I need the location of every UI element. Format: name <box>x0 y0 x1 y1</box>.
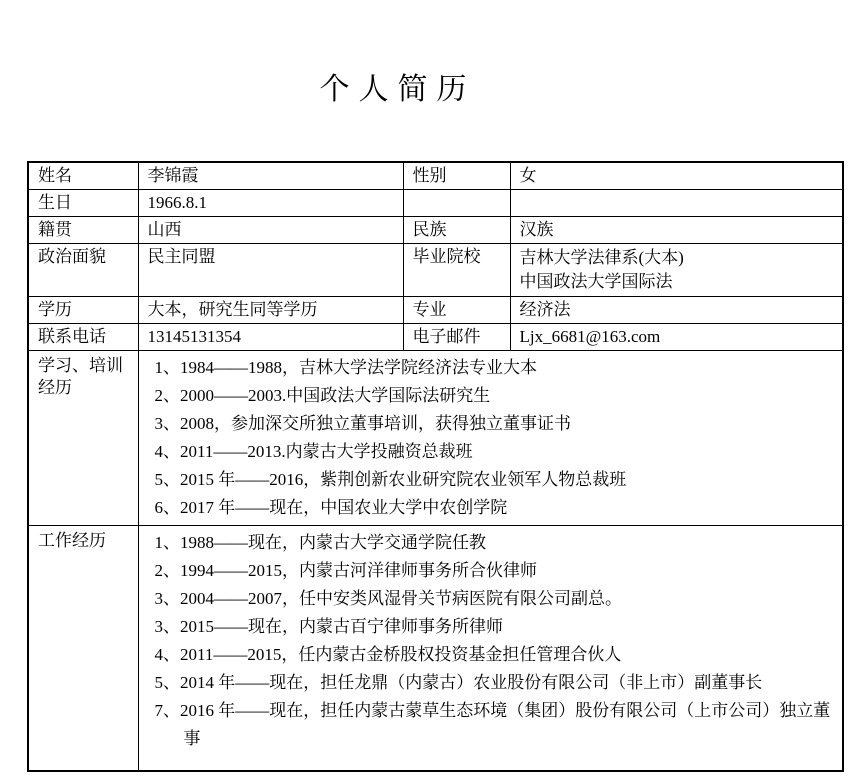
resume-table <box>27 161 844 772</box>
field-education-value: 大本，研究生同等学历 <box>138 297 403 324</box>
field-birthday-value: 1966.8.1 <box>138 190 403 217</box>
school-line: 吉林大学法律系(大本) <box>519 248 684 267</box>
school-line: 中国政法大学国际法 <box>519 272 673 291</box>
field-ethnicity-label: 民族 <box>403 217 510 244</box>
birthday-empty-cell-1 <box>403 190 510 217</box>
study-training-list <box>138 351 843 526</box>
field-phone-label: 联系电话 <box>28 324 138 351</box>
field-birthday-label: 生日 <box>28 190 138 217</box>
study-training-line: 3、2008，参加深交所独立董事培训，获得独立董事证书 <box>154 414 571 433</box>
field-birthplace-value: 山西 <box>138 217 403 244</box>
work-experience-line: 3、2004——2007，任中安类风湿骨关节病医院有限公司副总。 <box>154 589 622 608</box>
work-experience-line: 4、2011——2015，任内蒙古金桥股权投资基金担任管理合伙人 <box>154 645 622 664</box>
study-training-line: 1、1984——1988，吉林大学法学院经济法专业大本 <box>154 358 537 377</box>
row-political-school <box>28 244 843 297</box>
work-experience-line: 1、1988——现在，内蒙古大学交通学院任教 <box>154 533 486 552</box>
study-training-line: 4、2011——2013.内蒙古大学投融资总裁班 <box>154 442 473 461</box>
field-education-label: 学历 <box>28 297 138 324</box>
row-birthday <box>28 190 843 217</box>
field-gender-label: 性别 <box>403 162 510 190</box>
row-phone-email <box>28 324 843 351</box>
study-training-line: 2、2000——2003.中国政法大学国际法研究生 <box>154 386 491 405</box>
field-email-value: Ljx_6681@163.com <box>510 324 843 351</box>
work-experience-label: 工作经历 <box>28 526 138 771</box>
work-experience-line: 2、1994——2015，内蒙古河洋律师事务所合伙律师 <box>154 561 537 580</box>
row-birthplace-ethnicity <box>28 217 843 244</box>
field-political-label: 政治面貌 <box>28 244 138 297</box>
row-study-training <box>28 351 843 526</box>
field-phone-value: 13145131354 <box>138 324 403 351</box>
study-training-line: 5、2015 年——2016，紫荆创新农业研究院农业领军人物总裁班 <box>154 470 627 489</box>
work-experience-line: 5、2014 年——现在，担任龙鼎（内蒙古）农业股份有限公司（非上市）副董事长 <box>154 673 763 692</box>
work-experience-line: 7、2016 年——现在，担任内蒙古蒙草生态环境（集团）股份有限公司（上市公司）独立董事 <box>154 701 831 748</box>
field-email-label: 电子邮件 <box>403 324 510 351</box>
field-political-value: 民主同盟 <box>138 244 403 297</box>
field-name-value: 李锦霞 <box>138 162 403 190</box>
field-birthplace-label: 籍贯 <box>28 217 138 244</box>
study-training-label: 学习、培训经历 <box>28 351 138 526</box>
work-experience-list <box>138 526 843 771</box>
field-major-label: 专业 <box>403 297 510 324</box>
field-major-value: 经济法 <box>510 297 843 324</box>
field-ethnicity-value: 汉族 <box>510 217 843 244</box>
row-name-gender <box>28 162 843 190</box>
birthday-empty-cell-2 <box>510 190 843 217</box>
study-training-line: 6、2017 年——现在，中国农业大学中农创学院 <box>154 498 508 517</box>
row-education-major <box>28 297 843 324</box>
field-school-label: 毕业院校 <box>403 244 510 297</box>
field-name-label: 姓名 <box>28 162 138 190</box>
work-experience-line: 3、2015——现在，内蒙古百宁律师事务所律师 <box>154 617 503 636</box>
row-work-experience <box>28 526 843 771</box>
field-school-value <box>510 244 843 297</box>
resume-title: 个人简历 <box>319 73 476 106</box>
field-gender-value: 女 <box>510 162 843 190</box>
